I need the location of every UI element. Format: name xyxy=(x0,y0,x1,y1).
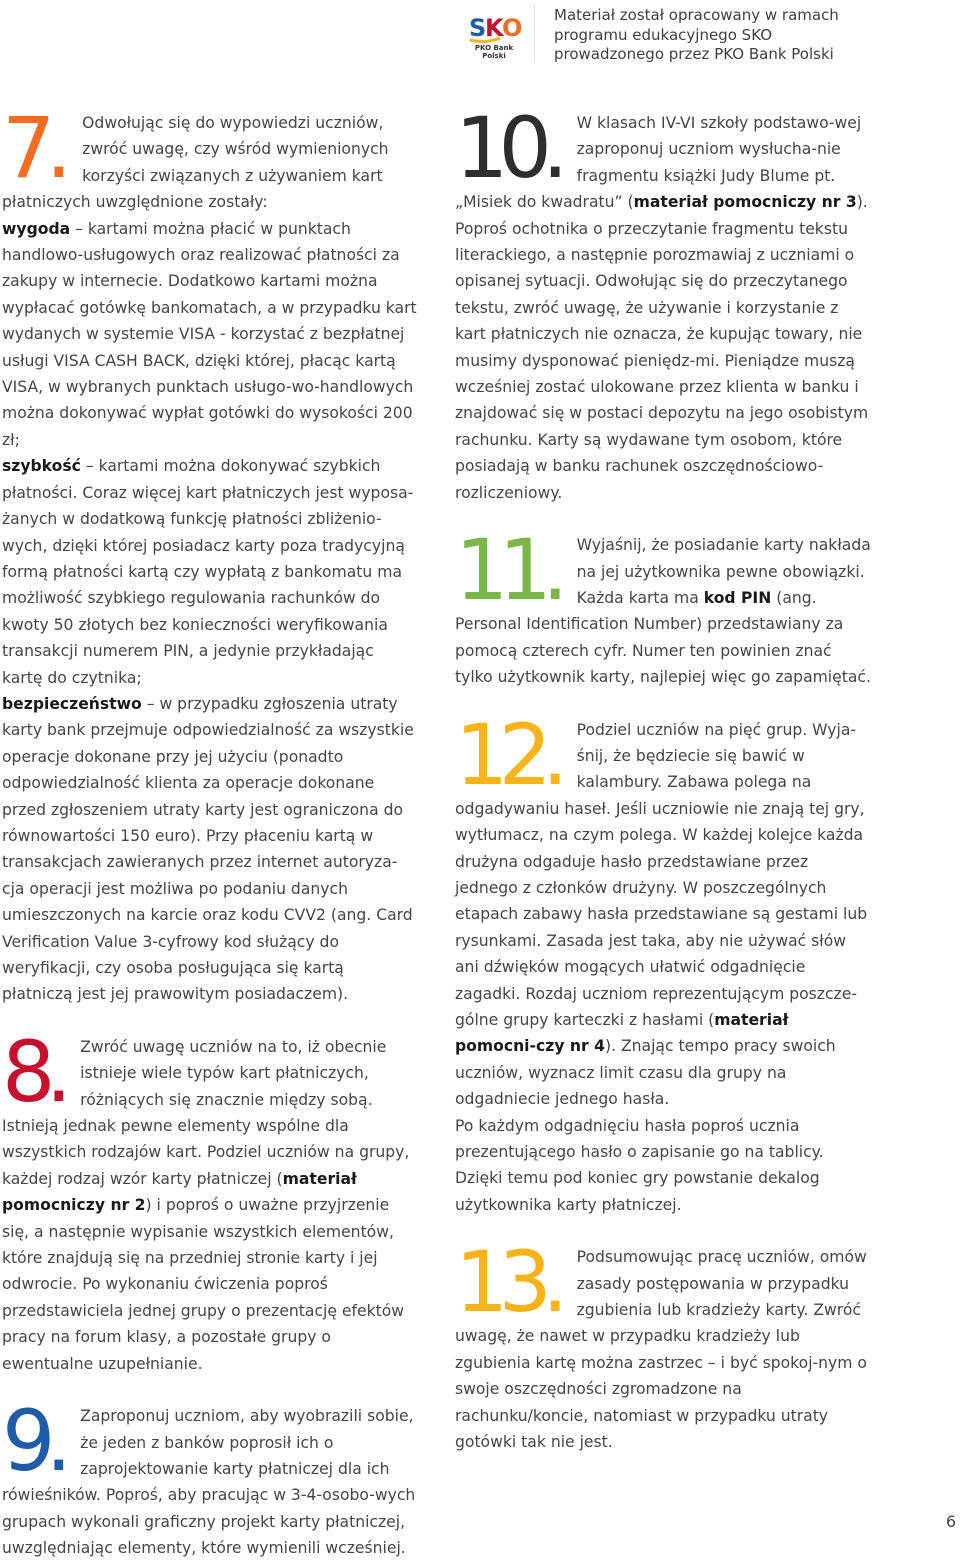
section-7-bezpieczenstwo: bezpieczeństwo – w przypadku zgłoszenia utraty karty bank przejmuje odpowiedzialność za wszystkie operacje dokonane przy jej użyciu (ponadto odpowiedzialność klienta za operacje dokonane przed zgłoszeniem utraty karty jest ograniczona do równowartości 150 euro). Przy płaceniu kartą w transakcjach zawieranych przez internet autoryza-cja operacji jest możliwa po podaniu danych umieszczonych na karcie oraz kodu CVV2 (ang. Card Verification Value 3-cyfrowy kod służący do weryfikacji, czy osoba posługująca się kartą płatniczą jest jej prawowitym posiadaczem). xyxy=(2,694,414,1004)
section-9 xyxy=(2,1392,418,1561)
svg-text:S: S xyxy=(469,14,487,42)
section-13 xyxy=(455,1233,873,1455)
section-number: 7. xyxy=(2,99,63,197)
right-column xyxy=(455,99,873,1456)
section-number: 13. xyxy=(455,1233,559,1332)
section-7-intro: Odwołując się do wypowiedzi uczniów, zwróć uwagę, czy wśród wymienionych korzyści związanych z używaniem kart płatniczych uwzględnione zostały: xyxy=(2,114,389,212)
term-szybkosc: szybkość xyxy=(2,457,81,476)
section-number: 10. xyxy=(455,99,559,197)
section-number: 11. xyxy=(455,521,559,620)
section-12-text-2: Po każdym odgadnięciu hasła poproś ucznia prezentującego hasło o zapisanie go na tablicy. Dzięki temu pod koniec gry powstanie dekalog użytkownika karty płatniczej. xyxy=(455,1116,824,1214)
section-10-text: W klasach IV-VI szkoły podstawo-wej zaproponuj uczniom wysłucha-nie fragmentu książki Judy Blume pt. „Misiek do kwadratu” (materiał pomocniczy nr 3). Poproś ochotnika o przeczytanie fragmentu tekstu literackiego, a następnie porozmawiaj z uczniami o opisanej sytuacji. Odwołując się do przeczytanego tekstu, zwróć uwagę, że używanie i korzystanie z kart płatniczych nie oznacza, że kupując towary, nie musimy dysponować pieniędz-mi. Pieniądze muszą wcześniej zostać ulokowane przez klienta w banku i znajdować się w postaci depozytu na jego osobistym rachunku. Karty są wydawane tym osobom, które posiadają w banku rachunek oszczędnościowo-rozliczeniowy. xyxy=(455,114,869,502)
section-10 xyxy=(455,99,873,506)
section-8 xyxy=(2,1022,418,1377)
section-7 xyxy=(2,99,418,1008)
term-bezpieczenstwo: bezpieczeństwo xyxy=(2,694,142,713)
section-9-text: Zaproponuj uczniom, aby wyobrazili sobie, że jeden z banków poprosił ich o zaprojektowanie karty płatniczej dla ich rówieśników. Poproś, aby pracując w 3-4-osobo-wych grupach wykonali graficzny projekt karty płatniczej, uwzględniając elementy, które wymienili wcześniej. xyxy=(2,1407,416,1558)
section-11 xyxy=(455,521,873,690)
section-12 xyxy=(455,705,873,1219)
page-number: 6 xyxy=(945,1512,956,1531)
section-number: 9. xyxy=(2,1392,63,1491)
section-12-text: Podziel uczniów na pięć grup. Wyja-śnij, że będziecie się bawić w kalambury. Zabawa polega na odgadywaniu haseł. Jeśli uczniowie nie znają tej gry, wytłumacz, na czym polega. W każdej kolejce każda drużyna odgaduje hasło przedstawiane przez jednego z członków drużyny. W poszczególnych etapach zabawy hasła przedstawiane są gestami lub rysunkami. Zasada jest taka, aby nie używać słów ani dźwięków mogących ułatwić odgadnięcie zagadki. Rozdaj uczniom reprezentującym poszcze-gólne grupy karteczki z hasłami (materiał pomocni-czy nr 4). Znając tempo pracy swoich uczniów, wyznacz limit czasu dla grupy na odgadniecie jednego hasła. xyxy=(455,720,868,1109)
left-column xyxy=(2,99,418,1562)
section-number: 12. xyxy=(455,705,559,804)
header-caption: Materiał został opracowany w ramach programu edukacyjnego SKO prowadzonego przez PKO Bank Polski xyxy=(554,6,839,63)
svg-text:K: K xyxy=(485,14,504,42)
section-number: 8. xyxy=(2,1022,63,1121)
section-7-szybkosc: szybkość – kartami można dokonywać szybkich płatności. Coraz więcej kart płatniczych jest wyposa-żanych w dodatkową funkcję płatności zbliżenio-wych, dzięki której posiadacz karty poza tradycyjną formą płatności kartą czy wypłatą z bankomatu ma możliwość szybkiego regulowania rachunków do kwoty 50 złotych bez konieczności weryfikowania transakcji numerem PIN, a jedynie przykładając kartę do czytnika; xyxy=(2,457,414,687)
page-header xyxy=(0,0,960,80)
svg-text:O: O xyxy=(502,14,522,42)
section-13-text: Podsumowując pracę uczniów, omów zasady postępowania w przypadku zgubienia lub kradzieży karty. Zwróć uwagę, że nawet w przypadku kradzieży lub zgubienia kartę można zastrzec – i być spokoj-nym o swoje oszczędności zgromadzone na rachunku/koncie, natomiast w przypadku utraty gotówki tak nie jest. xyxy=(455,1248,867,1452)
logo-text: PKO Bank Polski xyxy=(474,44,514,60)
term-wygoda: wygoda xyxy=(2,219,71,238)
section-11-text: Wyjaśnij, że posiadanie karty nakłada na jej użytkownika pewne obowiązki. Każda karta ma kod PIN (ang. Personal Identification Number) przedstawiany za pomocą czterech cyfr. Numer ten powinien znać tylko użytkownik karty, najlepiej więc go zapamiętać. xyxy=(455,536,871,687)
header-divider xyxy=(534,4,535,62)
section-7-wygoda: wygoda – kartami można płacić w punktach handlowo-usługowych oraz realizować płatności za zakupy w internecie. Dodatkowo kartami można wypłacać gotówkę bankomatach, a w przypadku kart wydanych w systemie VISA - korzystać z bezpłatnej usługi VISA CASH BACK, dzięki której, płacąc kartą VISA, w wybranych punktach usługo-wo-handlowych można dokonywać wypłat gotówki do wysokości 200 zł; xyxy=(2,219,417,449)
section-8-text: Zwróć uwagę uczniów na to, iż obecnie istnieje wiele typów kart płatniczych, różniących się znacznie między sobą. Istnieją jednak pewne elementy wspólne dla wszystkich rodzajów kart. Podziel uczniów na grupy, każdej rodzaj wzór karty płatniczej (materiał pomocniczy nr 2) i poproś o uważne przyjrzenie się, a następnie wypisanie wszystkich elementów, które znajdują się na przedniej stronie karty i jej odwrocie. Po wykonaniu ćwiczenia poproś przedstawiciela jednej grupy o prezentację efektów pracy na forum klasy, a pozostałe grupy o ewentualne uzupełnianie. xyxy=(2,1037,410,1373)
